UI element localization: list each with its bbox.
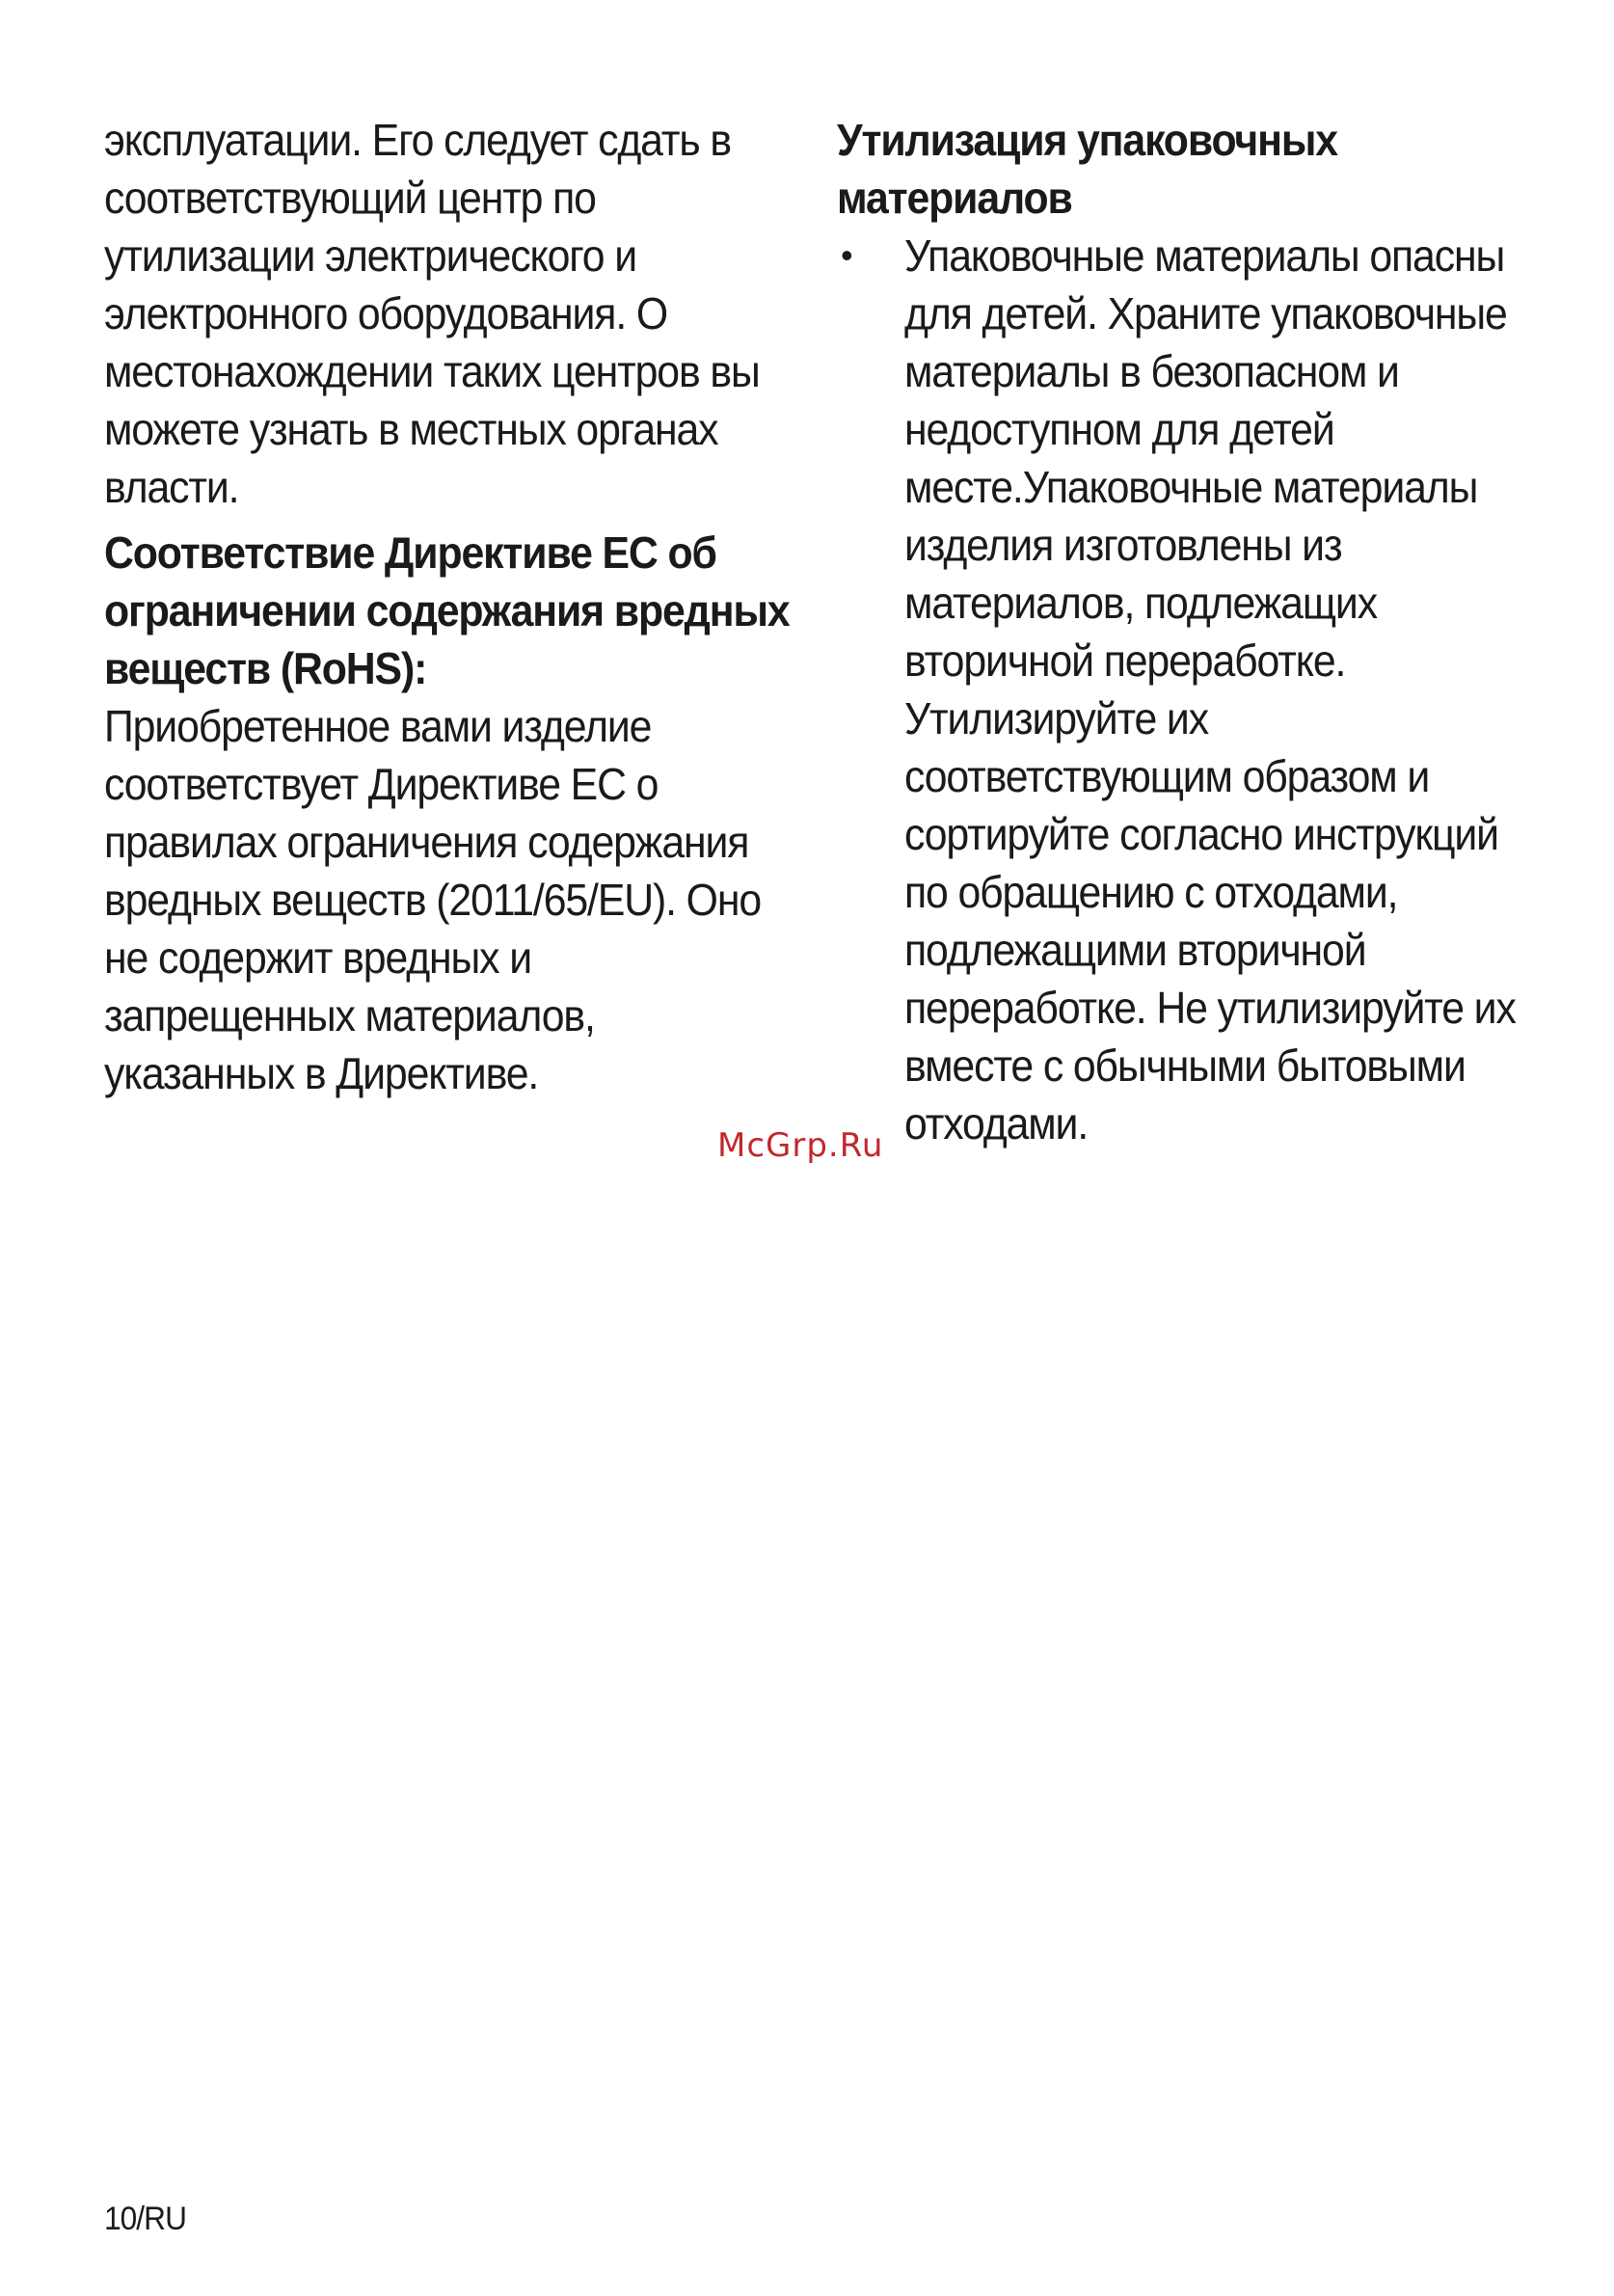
bullet-icon: • — [841, 235, 853, 275]
right-column — [837, 111, 1531, 1152]
disposal-paragraph: эксплуатации. Его следует сдать в соответствующий центр по утилизации электрического и электронного оборудования. О местонахождении таких центров вы можете узнать в местных органах власти. — [104, 115, 760, 512]
packaging-heading: Утилизация упаковочных материалов — [837, 115, 1337, 223]
packaging-paragraph: Упаковочные материалы опасны для детей. Храните упаковочные материалы в безопасном и недоступном для детей месте.Упаковочные материалы изделия изготовлены из материалов, подлежащих вторичной переработке. Утилизируйте их соответствующим образом и сортируйте согласно инструкций по обращению с отходами, подлежащими вторичной переработке. Не утилизируйте их вместе с обычными бытовыми отходами. — [904, 230, 1516, 1148]
packaging-bullet-item — [837, 227, 1531, 1152]
watermark-text: McGrp.Ru — [717, 1126, 884, 1165]
rohs-heading: Соответствие Директиве ЕС об ограничении содержания вредных веществ (RoHS): — [104, 527, 790, 693]
page-number: 10/RU — [104, 2201, 186, 2237]
left-column — [104, 111, 789, 1102]
rohs-paragraph: Приобретенное вами изделие соответствует Директиве ЕС о правилах ограничения содержания вредных веществ (2011/65/EU). Оно не содержит вредных и запрещенных материалов, указанных в Директиве. — [104, 701, 762, 1098]
